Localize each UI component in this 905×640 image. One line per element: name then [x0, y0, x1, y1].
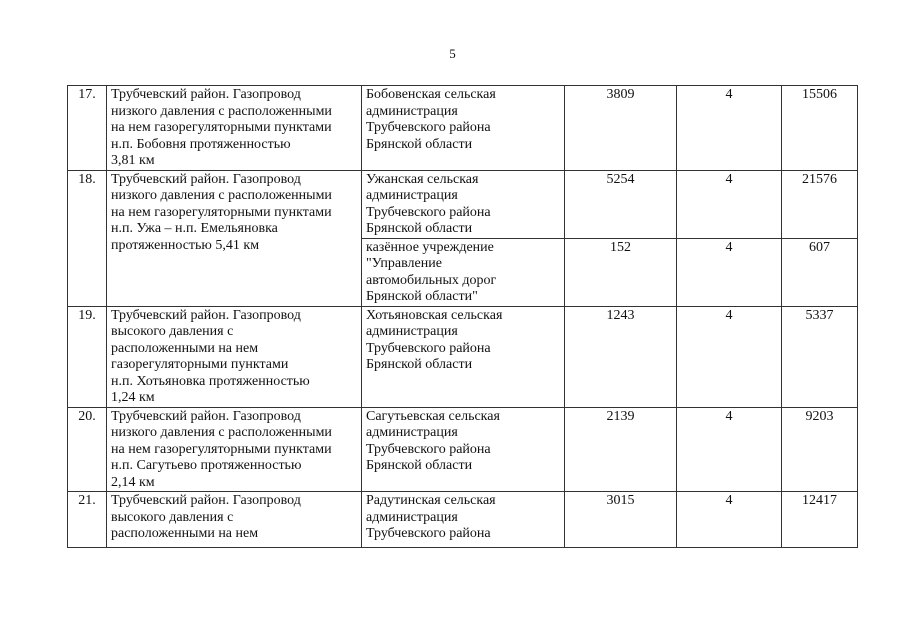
object-description-cell: Трубчевский район. Газопровод низкого давления с расположенными на нем газорегуляторными пунктами н.п. Ужа – н.п. Емельяновка протяженностью 5,41 км	[107, 170, 362, 306]
object-description-cell: Трубчевский район. Газопровод высокого давления с расположенными на нем газорегуляторными пунктами н.п. Хотьяновка протяженностью 1,24 км	[107, 306, 362, 407]
value-cell-3: 5337	[782, 306, 858, 407]
table-body	[68, 86, 858, 548]
object-description-cell: Трубчевский район. Газопровод высокого давления с расположенными на нем	[107, 492, 362, 548]
row-number-cell: 20.	[68, 407, 107, 492]
table-row	[68, 306, 858, 407]
value-cell-1: 2139	[565, 407, 677, 492]
value-cell-2: 4	[677, 306, 782, 407]
value-cell-3: 15506	[782, 86, 858, 171]
organization-cell: казённое учреждение "Управление автомобильных дорог Брянской области"	[362, 238, 565, 306]
object-description-cell: Трубчевский район. Газопровод низкого давления с расположенными на нем газорегуляторными пунктами н.п. Бобовня протяженностью 3,81 км	[107, 86, 362, 171]
value-cell-1: 3015	[565, 492, 677, 548]
value-cell-1: 152	[565, 238, 677, 306]
table-row	[68, 492, 858, 548]
value-cell-1: 3809	[565, 86, 677, 171]
value-cell-1: 5254	[565, 170, 677, 238]
value-cell-3: 607	[782, 238, 858, 306]
table-row	[68, 407, 858, 492]
value-cell-2: 4	[677, 492, 782, 548]
value-cell-1: 1243	[565, 306, 677, 407]
gas-pipeline-table	[67, 85, 858, 548]
value-cell-2: 4	[677, 170, 782, 238]
object-description-cell: Трубчевский район. Газопровод низкого давления с расположенными на нем газорегуляторными пунктами н.п. Сагутьево протяженностью 2,14 км	[107, 407, 362, 492]
organization-cell: Хотьяновская сельская администрация Трубчевского района Брянской области	[362, 306, 565, 407]
organization-cell: Радутинская сельская администрация Трубчевского района	[362, 492, 565, 548]
organization-cell: Бобовенская сельская администрация Трубчевского района Брянской области	[362, 86, 565, 171]
value-cell-3: 9203	[782, 407, 858, 492]
row-number-cell: 17.	[68, 86, 107, 171]
value-cell-2: 4	[677, 86, 782, 171]
row-number-cell: 18.	[68, 170, 107, 306]
value-cell-2: 4	[677, 238, 782, 306]
organization-cell: Сагутьевская сельская администрация Трубчевского района Брянской области	[362, 407, 565, 492]
page-number: 5	[449, 46, 456, 61]
row-number-cell: 19.	[68, 306, 107, 407]
table-row	[68, 86, 858, 171]
value-cell-2: 4	[677, 407, 782, 492]
organization-cell: Ужанская сельская администрация Трубчевского района Брянской области	[362, 170, 565, 238]
table-row	[68, 170, 858, 238]
value-cell-3: 12417	[782, 492, 858, 548]
row-number-cell: 21.	[68, 492, 107, 548]
value-cell-3: 21576	[782, 170, 858, 238]
